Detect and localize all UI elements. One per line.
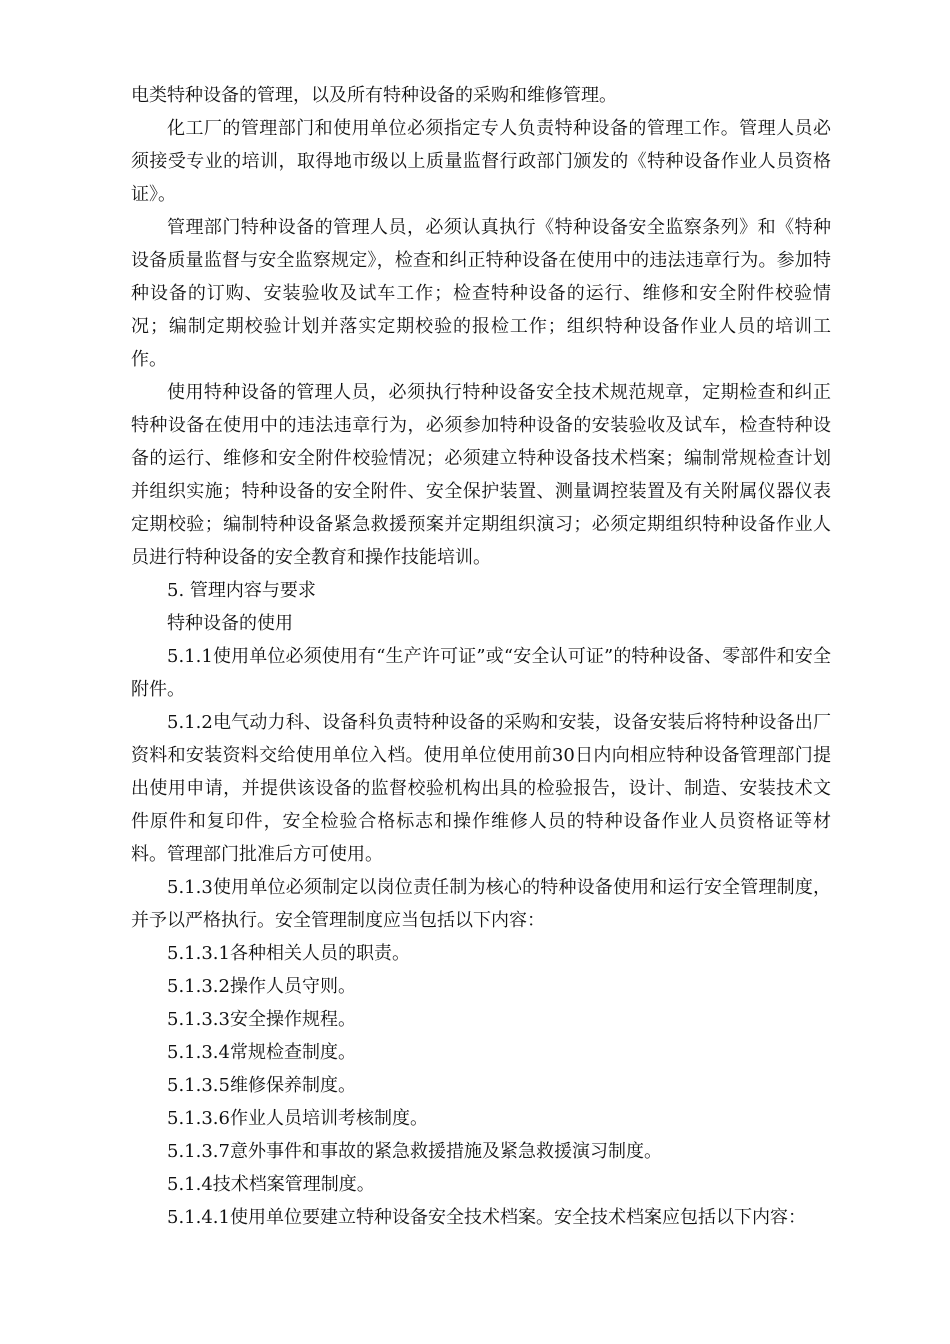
clause-5-1-3-7: 5.1.3.7意外事件和事故的紧急救援措施及紧急救援演习制度。 [167, 1141, 662, 1162]
clause-5-1-3-2: 5.1.3.2操作人员守则。 [167, 976, 356, 997]
subsection-heading-usage: 特种设备的使用 [167, 613, 293, 634]
paragraph-user-manager-duties: 使用特种设备的管理人员，必须执行特种设备安全技术规范规章，定期检查和纠正特种设备在使用中的违法违章行为，必须参加特种设备的安装验收及试车，检查特种设备的运行、维修和安全附件校验情况；必须建立特种设备技术档案；编制常规检查计划并组织实施；特种设备的安全附件、安全保护装置、测量调控装置及有关附属仪器仪表定期校验；编制特种设备紧急救援预案并定期组织演习；必须定期组织特种设备作业人员进行特种设备的安全教育和操作技能培训。 [131, 382, 831, 568]
clause-5-1-4-1: 5.1.4.1使用单位要建立特种设备安全技术档案。安全技术档案应包括以下内容： [167, 1207, 806, 1228]
paragraph-management-dept-duties: 管理部门特种设备的管理人员，必须认真执行《特种设备安全监察条列》和《特种设备质量监督与安全监察规定》，检查和纠正特种设备在使用中的违法违章行为。参加特种设备的订购、安装验收及试车工作；检查特种设备的运行、维修和安全附件校验情况；编制定期校验计划并落实定期校验的报检工作；组织特种设备作业人员的培训工作。 [131, 217, 831, 370]
clause-5-1-3-4: 5.1.3.4常规检查制度。 [167, 1042, 356, 1063]
section-heading-5: 5. 管理内容与要求 [167, 580, 316, 601]
clause-5-1-2: 5.1.2电气动力科、设备科负责特种设备的采购和安装，设备安装后将特种设备出厂资料和安装资料交给使用单位入档。使用单位使用前30日内向相应特种设备管理部门提出使用申请，并提供该设备的监督校验机构出具的检验报告，设计、制造、安装技术文件原件和复印件，安全检验合格标志和操作维修人员的特种设备作业人员资格证等材料。管理部门批准后方可使用。 [131, 712, 831, 865]
clause-5-1-3-3: 5.1.3.3安全操作规程。 [167, 1009, 356, 1030]
clause-5-1-3-1: 5.1.3.1各种相关人员的职责。 [167, 943, 410, 964]
paragraph-continuation: 电类特种设备的管理，以及所有特种设备的采购和维修管理。 [131, 85, 617, 106]
clause-5-1-3-6: 5.1.3.6作业人员培训考核制度。 [167, 1108, 428, 1129]
paragraph-manager-training: 化工厂的管理部门和使用单位必须指定专人负责特种设备的管理工作。管理人员必须接受专业的培训，取得地市级以上质量监督行政部门颁发的《特种设备作业人员资格证》。 [131, 118, 831, 205]
clause-5-1-3-5: 5.1.3.5维修保养制度。 [167, 1075, 356, 1096]
clause-5-1-3: 5.1.3使用单位必须制定以岗位责任制为核心的特种设备使用和运行安全管理制度，并予以严格执行。安全管理制度应当包括以下内容： [131, 877, 831, 931]
document-page [131, 79, 831, 1234]
clause-5-1-1: 5.1.1使用单位必须使用有“生产许可证”或“安全认可证”的特种设备、零部件和安全附件。 [131, 646, 831, 700]
clause-5-1-4: 5.1.4技术档案管理制度。 [167, 1174, 375, 1195]
